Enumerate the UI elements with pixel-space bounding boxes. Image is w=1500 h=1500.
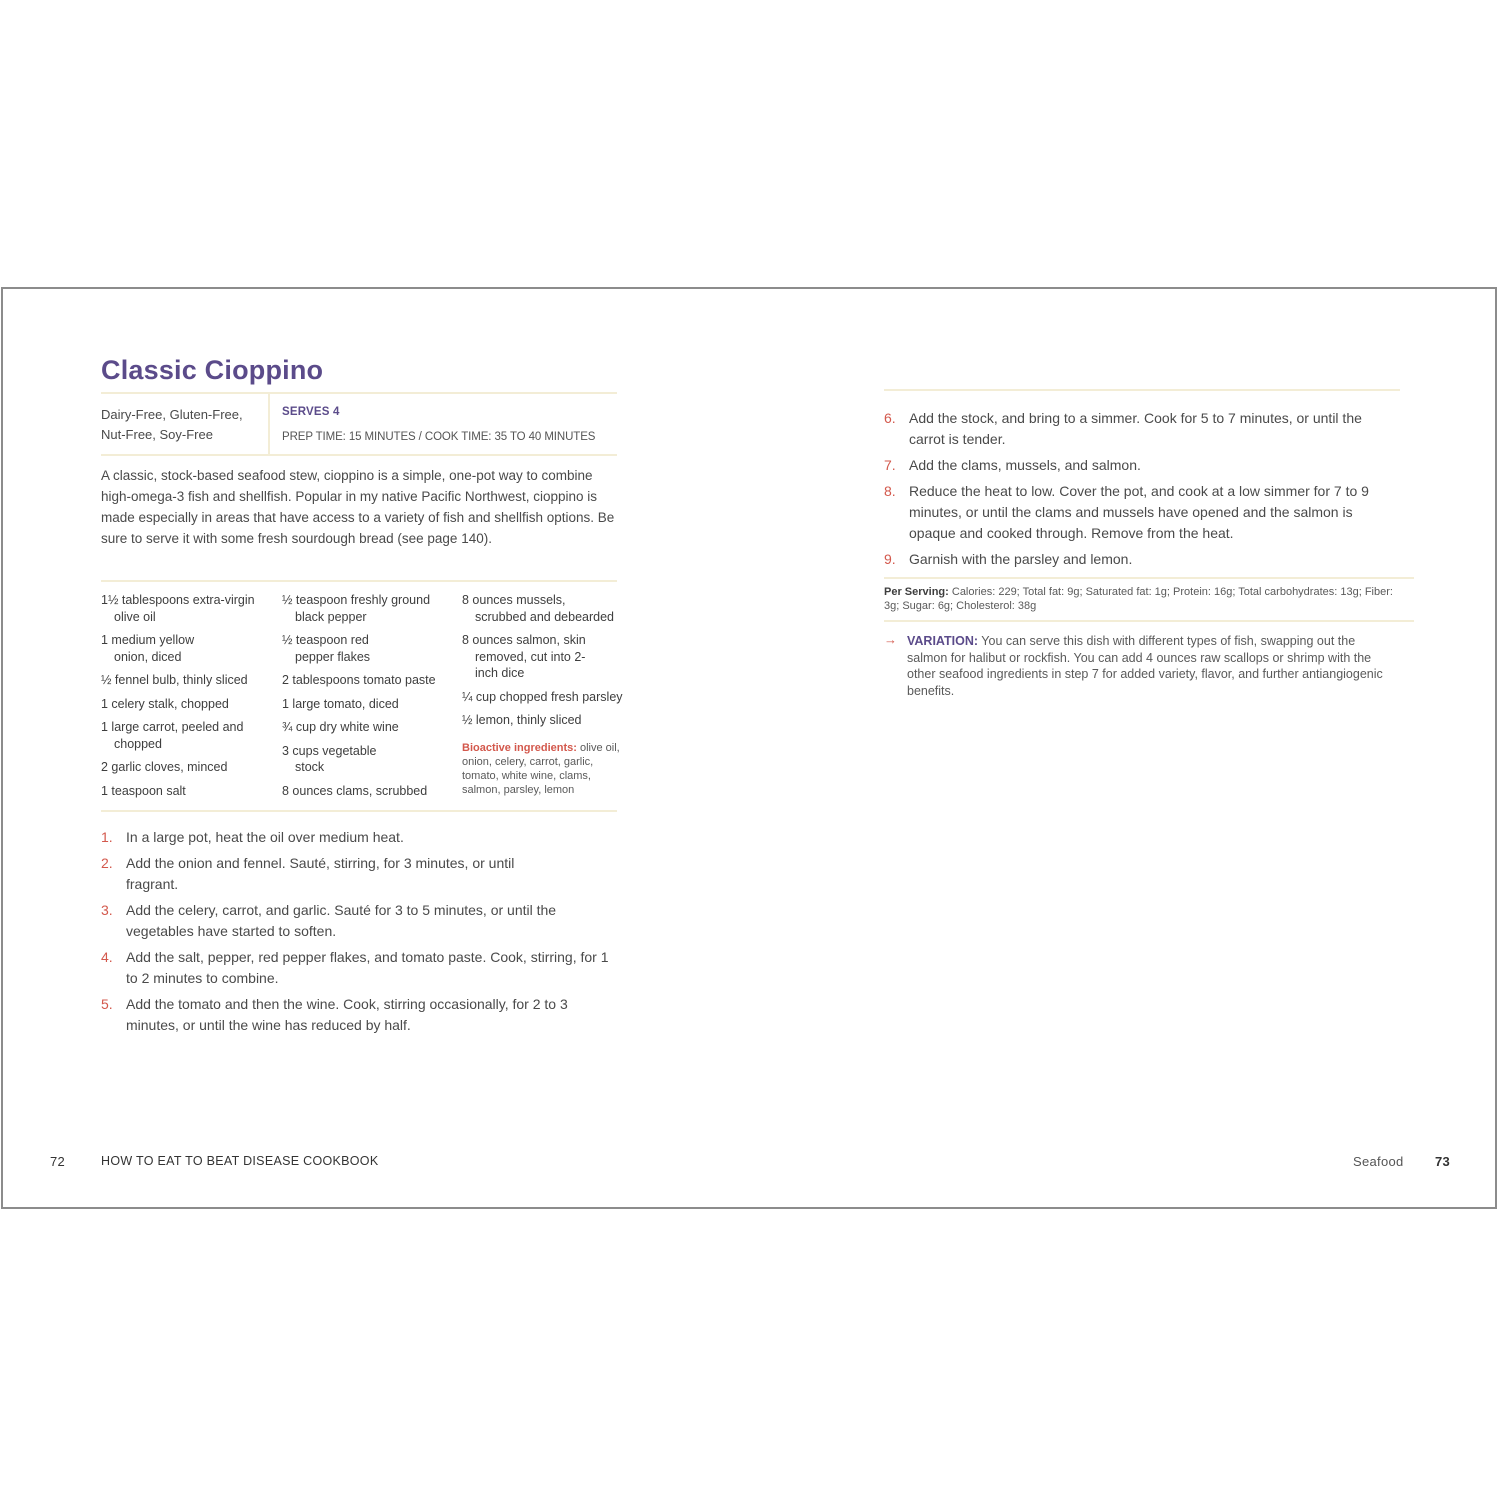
step-number: 7. — [884, 457, 896, 473]
steps-list-left — [101, 827, 616, 1041]
info-divider — [268, 393, 270, 455]
ingredient: ½ lemon, thinly sliced — [462, 713, 582, 727]
info-rule — [101, 454, 617, 456]
ingredients-column-2 — [282, 592, 447, 806]
bioactive-list: olive oil, onion, celery, carrot, garlic, tomato, white wine, clams, salmon, parsley, lemon — [462, 741, 620, 796]
ingredient: 8 ounces salmon, skin removed, cut into 2-inch dice — [462, 633, 586, 680]
ingredient: 2 tablespoons tomato paste — [282, 673, 436, 687]
running-head: HOW TO EAT TO BEAT DISEASE COOKBOOK — [101, 1154, 379, 1168]
title-rule — [101, 392, 617, 394]
section-name: Seafood — [1353, 1154, 1404, 1169]
step-item — [884, 455, 1399, 476]
ingredient: 1 large tomato, diced — [282, 696, 399, 711]
ingredient: 1 medium yellow onion, diced — [101, 633, 195, 664]
diet-line-1: Dairy-Free, Gluten-Free, — [101, 407, 243, 422]
step-text: Add the clams, mussels, and salmon. — [909, 457, 1141, 473]
ingredient: ½ teaspoon red pepper flakes — [282, 633, 371, 664]
intro-rule — [101, 580, 617, 582]
step-item — [884, 408, 1399, 450]
diet-line-2: Nut-Free, Soy-Free — [101, 427, 213, 442]
ingredient: 3 cups vegetable stock — [282, 743, 377, 774]
step-text: Add the celery, carrot, and garlic. Sauté for 3 to 5 minutes, or until the vegetables have started to soften. — [126, 902, 557, 939]
ingredients-rule — [101, 810, 617, 812]
ingredient: 1 teaspoon salt — [101, 783, 186, 798]
step-number: 4. — [101, 949, 113, 965]
step-text: Garnish with the parsley and lemon. — [909, 551, 1133, 567]
step-text: In a large pot, heat the oil over medium heat. — [126, 829, 404, 845]
ingredient: 8 ounces mussels, scrubbed and debearded — [462, 593, 615, 624]
step-number: 8. — [884, 483, 896, 499]
ingredient: ½ teaspoon freshly ground black pepper — [282, 593, 431, 624]
step-text: Add the stock, and bring to a simmer. Cook for 5 to 7 minutes, or until the carrot is tender. — [909, 410, 1362, 447]
serves-label: SERVES 4 — [282, 406, 340, 418]
ingredient: 8 ounces clams, scrubbed — [282, 783, 428, 798]
ingredient: 2 garlic cloves, minced — [101, 760, 228, 774]
variation-text: You can serve this dish with different types of fish, swapping out the salmon for halibut or rockfish. You can add 4 ounces raw scallops or shrimp with the other seafood ingredients in step 7 for added variety, flavor, and further antiangiogenic benefits. — [907, 634, 1383, 698]
ingredient: 1 large carrot, peeled and chopped — [101, 720, 244, 751]
variation-note — [907, 633, 1387, 699]
ingredient: ½ fennel bulb, thinly sliced — [101, 673, 248, 687]
step-item — [101, 994, 606, 1036]
nutrition-values: Calories: 229; Total fat: 9g; Saturated fat: 1g; Protein: 16g; Total carbohydrates: 13g; Fiber: 3g; Sugar: 6g; Cholesterol: 38g — [884, 586, 1393, 612]
step-item — [101, 900, 616, 942]
ingredients-column-3 — [462, 592, 623, 797]
variation-label: VARIATION: — [907, 634, 979, 648]
bioactive-ingredients — [462, 741, 620, 797]
book-spread — [1, 287, 1497, 1209]
step-number: 2. — [101, 855, 113, 871]
step-number: 5. — [101, 996, 113, 1012]
step-item — [101, 947, 616, 989]
step-number: 3. — [101, 902, 113, 918]
times-label: PREP TIME: 15 MINUTES / COOK TIME: 35 TO 40 MINUTES — [282, 431, 596, 443]
step-item — [101, 853, 526, 895]
step-item — [884, 481, 1399, 544]
ingredient: 1 celery stalk, chopped — [101, 696, 229, 711]
ingredient: 1½ tablespoons extra-virgin olive oil — [101, 593, 255, 624]
ingredient: ¼ cup chopped fresh parsley — [462, 689, 623, 704]
nutrition-top-rule — [884, 577, 1414, 579]
step-text: Reduce the heat to low. Cover the pot, and cook at a low simmer for 7 to 9 minutes, or until the clams and mussels have opened and the salmon is opaque and cooked through. Remove from the heat. — [909, 483, 1369, 541]
left-page-number: 72 — [50, 1154, 66, 1169]
recipe-title: Classic Cioppino — [101, 355, 324, 385]
ingredient: ¾ cup dry white wine — [282, 720, 399, 734]
step-item — [101, 827, 616, 848]
diet-labels — [101, 405, 261, 445]
nutrition-bottom-rule — [884, 620, 1414, 622]
right-page-number: 73 — [1435, 1154, 1451, 1169]
step-item — [884, 549, 1399, 570]
arrow-right-icon: → — [884, 632, 897, 647]
step-number: 9. — [884, 551, 896, 567]
step-text: Add the salt, pepper, red pepper flakes, and tomato paste. Cook, stirring, for 1 to 2 minutes to combine. — [126, 949, 609, 986]
step-text: Add the tomato and then the wine. Cook, stirring occasionally, for 2 to 3 minutes, or until the wine has reduced by half. — [126, 996, 568, 1033]
right-top-rule — [884, 389, 1400, 391]
steps-list-right — [884, 408, 1399, 575]
step-text: Add the onion and fennel. Sauté, stirring, for 3 minutes, or until fragrant. — [126, 855, 515, 892]
bioactive-label: Bioactive ingredients: — [462, 741, 577, 754]
intro-paragraph: A classic, stock-based seafood stew, cioppino is a simple, one-pot way to combine high-omega-3 fish and shellfish. Popular in my native Pacific Northwest, cioppino is made especially in areas that have access to a variety of fish and shellfish options. Be sure to serve it with some fresh sourdough bread (see page 140). — [101, 468, 615, 546]
nutrition-info — [884, 585, 1399, 613]
step-number: 1. — [101, 829, 113, 845]
step-number: 6. — [884, 410, 896, 426]
ingredients-column-1 — [101, 592, 266, 806]
nutrition-label: Per Serving: — [884, 586, 949, 598]
